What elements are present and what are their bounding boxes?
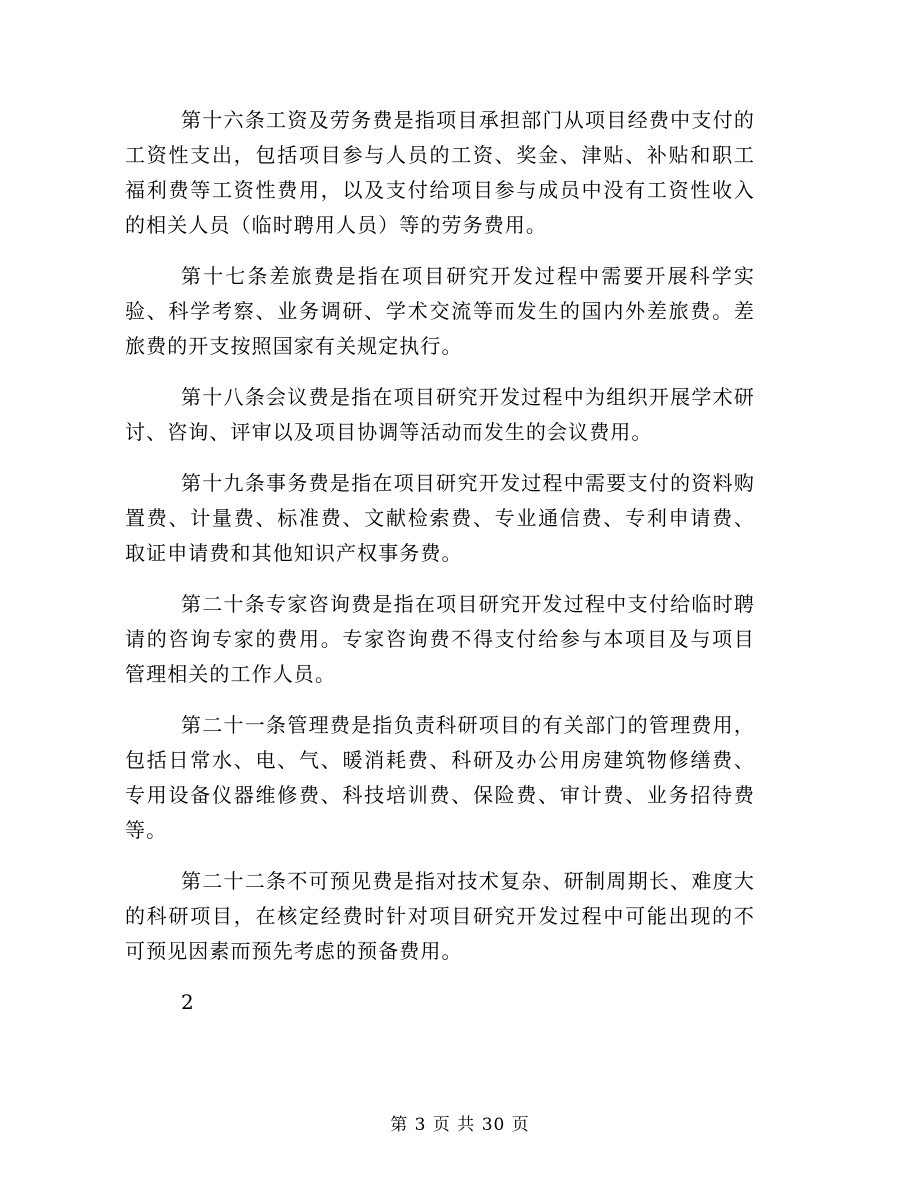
inline-page-number: 2: [181, 990, 194, 1014]
paragraph-article-20: 第二十条专家咨询费是指在项目研究开发过程中支付给临时聘请的咨询专家的费用。专家咨询费不得支付给参与本项目及与项目管理相关的工作人员。: [125, 592, 755, 686]
document-body: [125, 103, 755, 1020]
page-footer: [0, 1110, 920, 1135]
paragraph-article-18: 第十八条会议费是指在项目研究开发过程中为组织开展学术研讨、咨询、评审以及项目协调等活动而发生的会议费用。: [125, 385, 755, 444]
paragraph-article-21: 第二十一条管理费是指负责科研项目的有关部门的管理费用，包括日常水、电、气、暖消耗费、科研及办公用房建筑物修缮费、专用设备仪器维修费、科技培训费、保险费、审计费、业务招待费等。: [125, 713, 755, 842]
footer-page-count: 第 3 页 共 30 页: [390, 1115, 530, 1135]
paragraph-article-16: 第十六条工资及劳务费是指项目承担部门从项目经费中支付的工资性支出，包括项目参与人员的工资、奖金、津贴、补贴和职工福利费等工资性费用，以及支付给项目参与成员中没有工资性收入的相关人员（临时聘用人员）等的劳务费用。: [125, 108, 755, 237]
paragraph-article-19: 第十九条事务费是指在项目研究开发过程中需要支付的资料购置费、计量费、标准费、文献检索费、专业通信费、专利申请费、取证申请费和其他知识产权事务费。: [125, 471, 755, 565]
paragraph-article-17: 第十七条差旅费是指在项目研究开发过程中需要开展科学实验、科学考察、业务调研、学术交流等而发生的国内外差旅费。差旅费的开支按照国家有关规定执行。: [125, 264, 755, 358]
paragraph-article-22: 第二十二条不可预见费是指对技术复杂、研制周期长、难度大的科研项目，在核定经费时针对项目研究开发过程中可能出现的不可预见因素而预先考虑的预备费用。: [125, 869, 755, 963]
